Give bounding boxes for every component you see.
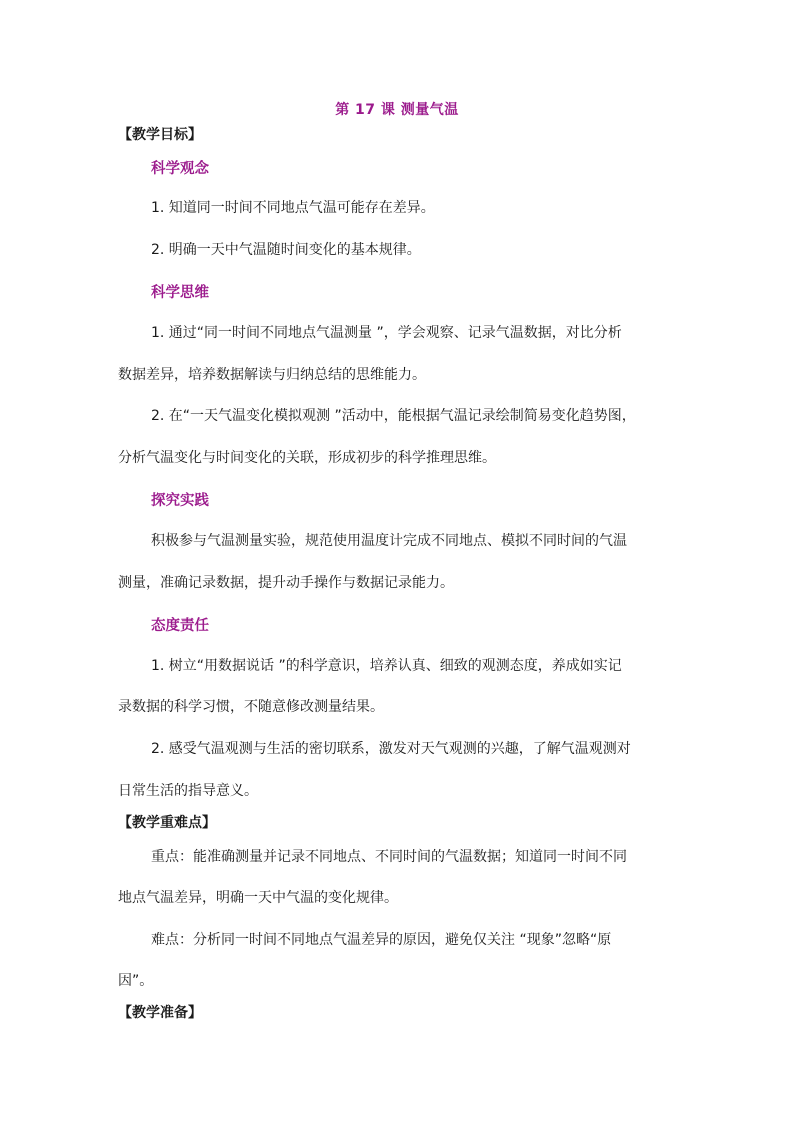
inquiry-practice-heading: 探究实践	[151, 493, 209, 509]
science-thinking-item-1-line-1: 1. 通过“同一时间不同地点气温测量 ”，学会观察、记录气温数据，对比分析	[151, 325, 622, 341]
key-difficult-heading: 【教学重难点】	[118, 815, 216, 831]
science-concept-item-1: 1. 知道同一时间不同地点气温可能存在差异。	[151, 200, 435, 216]
key-point-line-2: 地点气温差异，明确一天中气温的变化规律。	[118, 890, 398, 906]
inquiry-practice-item-1-line-1: 积极参与气温测量实验，规范使用温度计完成不同地点、模拟不同时间的气温	[151, 533, 627, 549]
attitude-item-1-line-1: 1. 树立“用数据说话 ”的科学意识，培养认真、细致的观测态度，养成如实记	[151, 658, 622, 674]
attitude-heading: 态度责任	[151, 618, 209, 634]
science-thinking-item-2-line-2: 分析气温变化与时间变化的关联，形成初步的科学推理思维。	[118, 450, 496, 466]
inquiry-practice-item-1-line-2: 测量，准确记录数据，提升动手操作与数据记录能力。	[118, 575, 454, 591]
science-thinking-item-2-line-1: 2. 在“一天气温变化模拟观测 ”活动中，能根据气温记录绘制简易变化趋势图，	[151, 408, 636, 424]
lesson-title: 第 17 课 测量气温	[335, 102, 459, 118]
difficult-point-line-1: 难点：分析同一时间不同地点气温差异的原因，避免仅关注 “现象”忽略“原	[151, 932, 612, 948]
attitude-item-2-line-1: 2. 感受气温观测与生活的密切联系，激发对天气观测的兴趣，了解气温观测对	[151, 741, 631, 757]
science-thinking-item-1-line-2: 数据差异，培养数据解读与归纳总结的思维能力。	[118, 367, 426, 383]
science-concept-item-2: 2. 明确一天中气温随时间变化的基本规律。	[151, 242, 421, 258]
attitude-item-1-line-2: 录数据的科学习惯，不随意修改测量结果。	[118, 699, 384, 715]
science-thinking-heading: 科学思维	[151, 285, 209, 301]
key-point-line-1: 重点：能准确测量并记录不同地点、不同时间的气温数据；知道同一时间不同	[151, 849, 627, 865]
difficult-point-line-2: 因”。	[118, 973, 154, 989]
preparation-heading: 【教学准备】	[118, 1005, 202, 1021]
attitude-item-2-line-2: 日常生活的指导意义。	[118, 783, 258, 799]
science-concept-heading: 科学观念	[151, 161, 209, 177]
objectives-heading: 【教学目标】	[118, 127, 202, 143]
